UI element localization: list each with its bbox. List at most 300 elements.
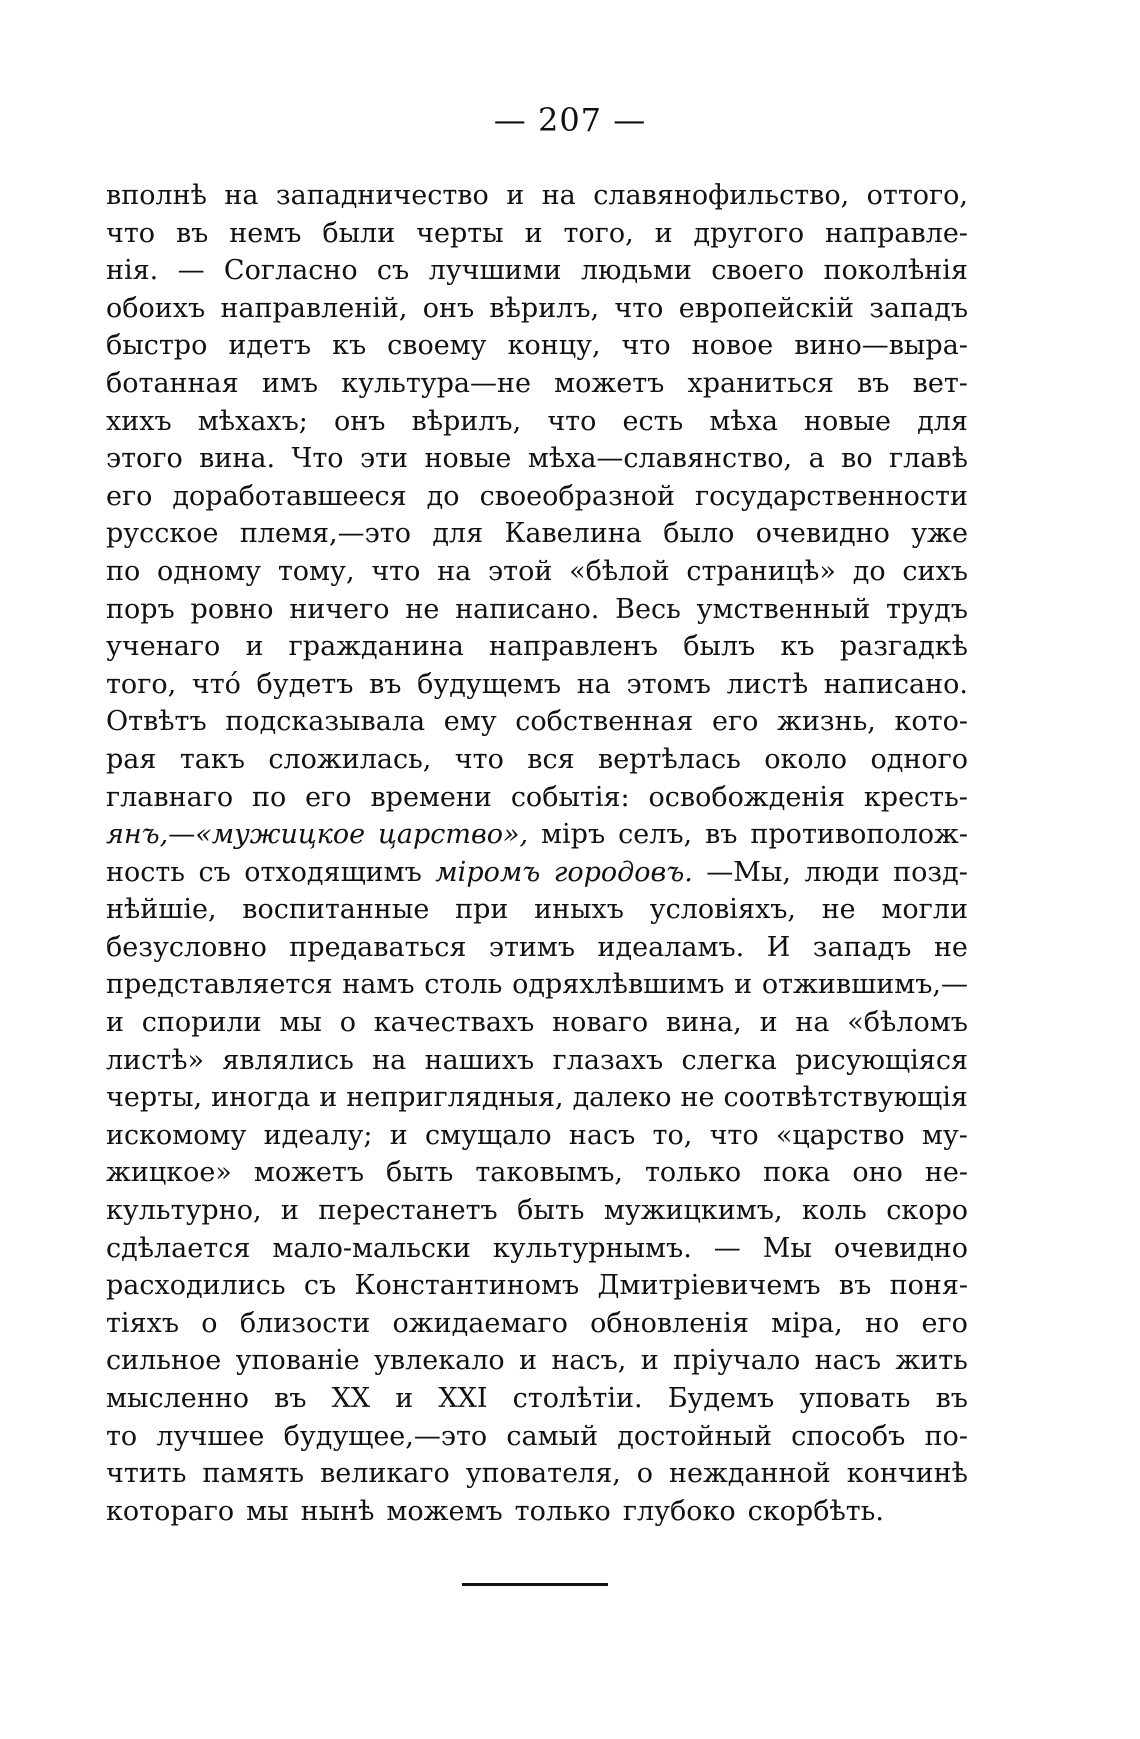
- word: что: [371, 555, 421, 587]
- word: съ: [198, 856, 231, 888]
- word: есть: [622, 405, 684, 437]
- word: Константиномъ: [354, 1270, 580, 1302]
- word: скоро: [886, 1195, 968, 1227]
- word: самый: [506, 1420, 599, 1452]
- word: племя,—это: [239, 518, 411, 550]
- word: мѣха—славянство,: [527, 443, 793, 475]
- text-line: [106, 368, 968, 406]
- word: не: [933, 931, 968, 963]
- word: янъ,—«мужицкое: [106, 819, 366, 851]
- text-line: [106, 1045, 968, 1083]
- word: его: [711, 706, 759, 738]
- word: направле-: [825, 217, 968, 249]
- word: былъ: [683, 631, 756, 663]
- word: противополож-: [750, 819, 968, 851]
- word: можетъ: [554, 367, 665, 399]
- word: главнаго: [106, 781, 234, 813]
- word: жизнь,: [777, 706, 876, 738]
- word: и: [518, 1345, 537, 1377]
- word: соотвѣтствующія: [723, 1082, 968, 1114]
- word: во: [841, 443, 873, 475]
- word: Что: [291, 443, 344, 475]
- text-line: [106, 1345, 968, 1383]
- word: при: [455, 894, 509, 926]
- word: что: [454, 743, 504, 775]
- word: иногда: [211, 1082, 311, 1114]
- word: по-: [924, 1420, 968, 1452]
- word: жицкое»: [106, 1157, 232, 1189]
- word: только: [514, 1495, 611, 1527]
- word: для: [917, 405, 968, 437]
- text-line: [106, 669, 968, 707]
- word: трудъ: [886, 593, 968, 625]
- word: лучшими: [428, 255, 562, 287]
- word: онъ: [422, 292, 475, 324]
- word: вся: [527, 743, 575, 775]
- word: западъ: [812, 931, 912, 963]
- word: своеобразной: [479, 480, 675, 512]
- word: доработавшееся: [172, 480, 407, 512]
- text-line: [106, 932, 968, 970]
- word: насъ: [814, 1345, 882, 1377]
- word: написано.: [823, 668, 968, 700]
- word: этомъ: [626, 668, 711, 700]
- text-line: [106, 481, 968, 519]
- word: страницѣ»: [686, 555, 836, 587]
- word: упованіе: [235, 1345, 360, 1377]
- word: его: [106, 480, 153, 512]
- word: для: [432, 518, 484, 550]
- word: можетъ: [253, 1157, 365, 1189]
- word: своему: [387, 330, 487, 362]
- word: Весь: [615, 593, 681, 625]
- word: предаваться: [289, 931, 467, 963]
- word: нашихъ: [424, 1044, 535, 1076]
- word: XX: [331, 1383, 371, 1414]
- word: перестанетъ: [318, 1195, 498, 1227]
- word: условіяхъ,: [649, 894, 796, 926]
- word: великаго: [320, 1458, 450, 1490]
- word: ничего: [289, 593, 390, 625]
- word: и: [524, 217, 543, 249]
- word: му-: [921, 1119, 968, 1151]
- word: кресть-: [863, 781, 968, 813]
- word: насъ,: [551, 1345, 627, 1377]
- word: глазахъ: [552, 1044, 664, 1076]
- word: этой: [488, 555, 553, 587]
- text-line: [106, 969, 968, 1007]
- word: представляется: [106, 969, 333, 1001]
- text-line: [106, 706, 968, 744]
- text-line: [106, 1007, 968, 1045]
- word: черты,: [106, 1082, 203, 1114]
- word: событія:: [510, 781, 630, 813]
- word: о: [636, 1458, 654, 1490]
- text-line: [106, 518, 968, 556]
- word: оттого,: [866, 180, 968, 211]
- word: Согласно: [223, 255, 358, 287]
- word: вполнѣ: [106, 180, 207, 211]
- word: нежданной: [668, 1458, 831, 1490]
- word: быстро: [106, 330, 208, 362]
- word: своего: [711, 255, 805, 287]
- text-line: [106, 1383, 968, 1421]
- word: культура—не: [341, 367, 531, 399]
- word: западъ: [869, 292, 968, 324]
- word: тому,: [277, 555, 355, 587]
- word: вина.: [199, 443, 276, 475]
- word: достойный: [617, 1420, 772, 1452]
- word: только: [644, 1157, 742, 1189]
- word: и: [389, 1119, 408, 1151]
- word: могли: [881, 894, 968, 926]
- word: одряхлѣвшимъ: [512, 969, 725, 1001]
- word: подсказывала: [225, 706, 426, 738]
- word: храниться: [687, 367, 834, 399]
- word: мѣха: [709, 405, 778, 437]
- text-line: [106, 1496, 968, 1534]
- word: и: [654, 217, 673, 249]
- word: до: [426, 480, 460, 512]
- word: въ: [369, 668, 402, 700]
- word: Будемъ: [667, 1383, 775, 1414]
- word: вет-: [912, 367, 968, 399]
- word: жить: [895, 1345, 968, 1377]
- word: —: [713, 1232, 741, 1264]
- word: умственный: [696, 593, 871, 625]
- word: пока: [763, 1157, 831, 1189]
- word: глубоко: [622, 1495, 736, 1527]
- word: иныхъ: [534, 894, 624, 926]
- word: люди: [804, 856, 880, 888]
- word: съ: [376, 255, 410, 287]
- word: кончинѣ: [846, 1458, 968, 1490]
- word: имъ: [261, 367, 319, 399]
- word: отжившимъ,—: [761, 969, 968, 1001]
- word: въ: [838, 1270, 872, 1302]
- word: направленій,: [220, 292, 408, 324]
- word: нія.: [106, 255, 159, 287]
- word: эти: [359, 443, 409, 475]
- word: ность: [106, 856, 186, 888]
- word: таковымъ,: [475, 1157, 623, 1189]
- word: собственная: [515, 706, 694, 738]
- word: другого: [693, 217, 805, 249]
- word: новое: [691, 330, 774, 362]
- text-line: [106, 218, 968, 256]
- word: безусловно: [106, 931, 267, 963]
- word: идетъ: [228, 330, 312, 362]
- word: упователя,: [465, 1458, 621, 1490]
- word: русское: [106, 518, 219, 550]
- text-line: [106, 1157, 968, 1195]
- word: не: [680, 1082, 715, 1114]
- word: идеалу;: [263, 1119, 373, 1151]
- word: близости: [239, 1307, 371, 1339]
- word: новаго: [552, 1007, 649, 1039]
- word: культурно,: [106, 1195, 262, 1227]
- word: въ: [175, 217, 209, 249]
- word: до: [852, 555, 886, 587]
- word: новые: [804, 405, 891, 437]
- word: мы: [246, 1495, 289, 1527]
- word: ботанная: [106, 367, 239, 399]
- word: очевидно: [833, 1232, 968, 1264]
- word: оно: [852, 1157, 903, 1189]
- word: людьми: [580, 255, 692, 287]
- word: позд-: [893, 856, 968, 888]
- word: мѣхахъ;: [197, 405, 308, 437]
- word: кото-: [894, 706, 968, 738]
- text-body: [106, 180, 968, 1533]
- word: мужицкимъ,: [603, 1195, 783, 1227]
- word: воспитанные: [242, 894, 430, 926]
- text-line: [106, 594, 968, 632]
- word: освобожденія: [648, 781, 845, 813]
- word: И: [766, 931, 791, 963]
- word: поня-: [889, 1270, 968, 1302]
- word: сихъ: [902, 555, 968, 587]
- text-line: [106, 180, 968, 218]
- word: вѣрилъ,: [411, 405, 522, 437]
- word: и: [106, 1007, 124, 1039]
- word: и: [395, 1383, 414, 1414]
- word: будущее,—это: [283, 1420, 488, 1452]
- word: такъ: [179, 743, 245, 775]
- word: столь: [424, 969, 503, 1001]
- word: не-: [924, 1157, 968, 1189]
- word: что: [614, 292, 664, 324]
- word: того,: [106, 668, 177, 700]
- word: его: [305, 781, 352, 813]
- word: мысленно: [106, 1383, 249, 1414]
- word: гражданина: [288, 631, 464, 663]
- word: спорили: [141, 1007, 262, 1039]
- word: намъ: [342, 969, 415, 1001]
- word: Отвѣтъ: [106, 706, 207, 738]
- text-line: [106, 744, 968, 782]
- word: его: [921, 1307, 968, 1339]
- word: сложилась,: [268, 743, 432, 775]
- text-line: [106, 330, 968, 368]
- word: обоихъ: [106, 292, 206, 324]
- text-line: [106, 1120, 968, 1158]
- word: на: [224, 180, 259, 211]
- word: ровно: [190, 593, 274, 625]
- word: сильное: [106, 1345, 222, 1377]
- word: что: [709, 1119, 759, 1151]
- word: нынѣ: [300, 1495, 375, 1527]
- word: то: [106, 1420, 138, 1452]
- word: одному: [157, 555, 262, 587]
- word: идеаламъ.: [597, 931, 745, 963]
- word: искомому: [106, 1119, 247, 1151]
- word: на: [437, 555, 472, 587]
- word: о: [201, 1307, 218, 1339]
- word: немъ: [229, 217, 302, 249]
- word: можемъ: [386, 1495, 503, 1527]
- word: царство»,: [378, 819, 529, 851]
- word: обновленія: [590, 1307, 749, 1339]
- text-line: [106, 1233, 968, 1271]
- word: главѣ: [889, 443, 968, 475]
- word: далеко: [572, 1082, 672, 1114]
- text-line: [106, 782, 968, 820]
- word: о: [339, 1007, 356, 1039]
- word: и: [319, 1082, 338, 1114]
- word: новые: [424, 443, 512, 475]
- word: будущемъ: [417, 668, 562, 700]
- word: а: [808, 443, 825, 475]
- word: были: [322, 217, 396, 249]
- text-line: [106, 894, 968, 932]
- word: неприглядныя,: [346, 1082, 564, 1114]
- word: западничество: [275, 180, 489, 211]
- word: память: [202, 1458, 305, 1490]
- word: тіяхъ: [106, 1307, 180, 1339]
- word: не: [405, 593, 440, 625]
- word: нѣйшіе,: [106, 894, 217, 926]
- text-line: [106, 1270, 968, 1308]
- word: на: [372, 1044, 407, 1076]
- word: и: [734, 969, 753, 1001]
- word: этимъ: [488, 931, 576, 963]
- word: не: [821, 894, 856, 926]
- word: на: [795, 1007, 830, 1039]
- word: будетъ: [256, 668, 354, 700]
- text-line: [106, 556, 968, 594]
- word: —Мы,: [706, 856, 791, 888]
- word: мы: [279, 1007, 322, 1039]
- word: что: [106, 217, 156, 249]
- word: уповать: [799, 1383, 911, 1414]
- word: являлись: [222, 1044, 354, 1076]
- word: чтить: [106, 1458, 187, 1490]
- word: быть: [386, 1157, 454, 1189]
- word: качествахъ: [373, 1007, 535, 1039]
- word: что: [621, 330, 671, 362]
- word: очевидно: [755, 518, 890, 550]
- word: вина,: [665, 1007, 742, 1039]
- word: коль: [801, 1195, 867, 1227]
- word: времени: [370, 781, 492, 813]
- word: пріучало: [673, 1345, 801, 1377]
- word: —: [177, 255, 205, 287]
- word: отходящимъ: [244, 856, 422, 888]
- word: по: [252, 781, 287, 813]
- text-line: [106, 819, 968, 857]
- word: ожидаемаго: [392, 1307, 568, 1339]
- text-line: [106, 1458, 968, 1496]
- word: скорбѣть.: [747, 1495, 884, 1527]
- word: черты: [416, 217, 504, 249]
- word: и: [640, 1345, 659, 1377]
- word: съ: [303, 1270, 337, 1302]
- word: европейскій: [678, 292, 855, 324]
- word: сдѣлается: [106, 1232, 251, 1264]
- text-line: [106, 1082, 968, 1120]
- word: ему: [443, 706, 497, 738]
- text-line: [106, 1195, 968, 1233]
- text-line: [106, 406, 968, 444]
- word: этого: [106, 443, 183, 475]
- word: рисующіяся: [795, 1044, 968, 1076]
- word: міръ: [541, 819, 606, 851]
- word: увлекало: [374, 1345, 505, 1377]
- text-line: [106, 255, 968, 293]
- word: насъ: [568, 1119, 636, 1151]
- word: Кавелина: [504, 518, 642, 550]
- word: и: [759, 1007, 778, 1039]
- word: листѣ»: [106, 1044, 205, 1076]
- word: вертѣлась: [598, 743, 741, 775]
- word: того,: [563, 217, 634, 249]
- word: въ: [274, 1383, 307, 1414]
- word: хихъ: [106, 405, 172, 437]
- word: около: [764, 743, 848, 775]
- word: по: [106, 555, 141, 587]
- word: концу,: [507, 330, 601, 362]
- word: «бѣлой: [569, 555, 670, 587]
- word: въ: [857, 367, 890, 399]
- word: было: [663, 518, 735, 550]
- page-number: — 207 —: [493, 101, 647, 139]
- word: то,: [652, 1119, 693, 1151]
- word: къ: [332, 330, 367, 362]
- word: но: [865, 1307, 900, 1339]
- word: ученаго: [106, 631, 221, 663]
- word: уже: [911, 518, 968, 550]
- word: смущало: [425, 1119, 552, 1151]
- word: направленъ: [489, 631, 659, 663]
- word: рая: [106, 743, 157, 775]
- word: на: [576, 668, 611, 700]
- word: слегка: [681, 1044, 777, 1076]
- word: культурнымъ.: [492, 1232, 692, 1264]
- word: «царство: [775, 1119, 905, 1151]
- word: что: [547, 405, 597, 437]
- word: славянофильство,: [593, 180, 850, 211]
- end-rule: [462, 1583, 608, 1586]
- text-line: [106, 293, 968, 331]
- word: городовъ.: [553, 856, 693, 888]
- word: Мы: [762, 1232, 812, 1264]
- word: лучшее: [156, 1420, 265, 1452]
- word: вино—выра-: [794, 330, 968, 362]
- word: мало-мальски: [272, 1232, 471, 1264]
- word: въ: [935, 1383, 968, 1414]
- word: селъ,: [618, 819, 693, 851]
- word: листѣ: [726, 668, 809, 700]
- word: Дмитріевичемъ: [597, 1270, 821, 1302]
- word: способъ: [791, 1420, 906, 1452]
- word: написано.: [455, 593, 600, 625]
- word: что́: [191, 668, 241, 700]
- word: на: [541, 180, 576, 211]
- word: быть: [517, 1195, 585, 1227]
- word: міромъ: [435, 856, 541, 888]
- word: одного: [870, 743, 968, 775]
- word: онъ: [333, 405, 386, 437]
- word: поръ: [106, 593, 175, 625]
- word: и: [506, 180, 525, 211]
- word: «бѣломъ: [847, 1007, 968, 1039]
- word: поколѣнія: [823, 255, 968, 287]
- word: котораго: [106, 1495, 235, 1527]
- word: и: [280, 1195, 299, 1227]
- text-line: [106, 857, 968, 895]
- word: столѣтіи.: [512, 1383, 643, 1414]
